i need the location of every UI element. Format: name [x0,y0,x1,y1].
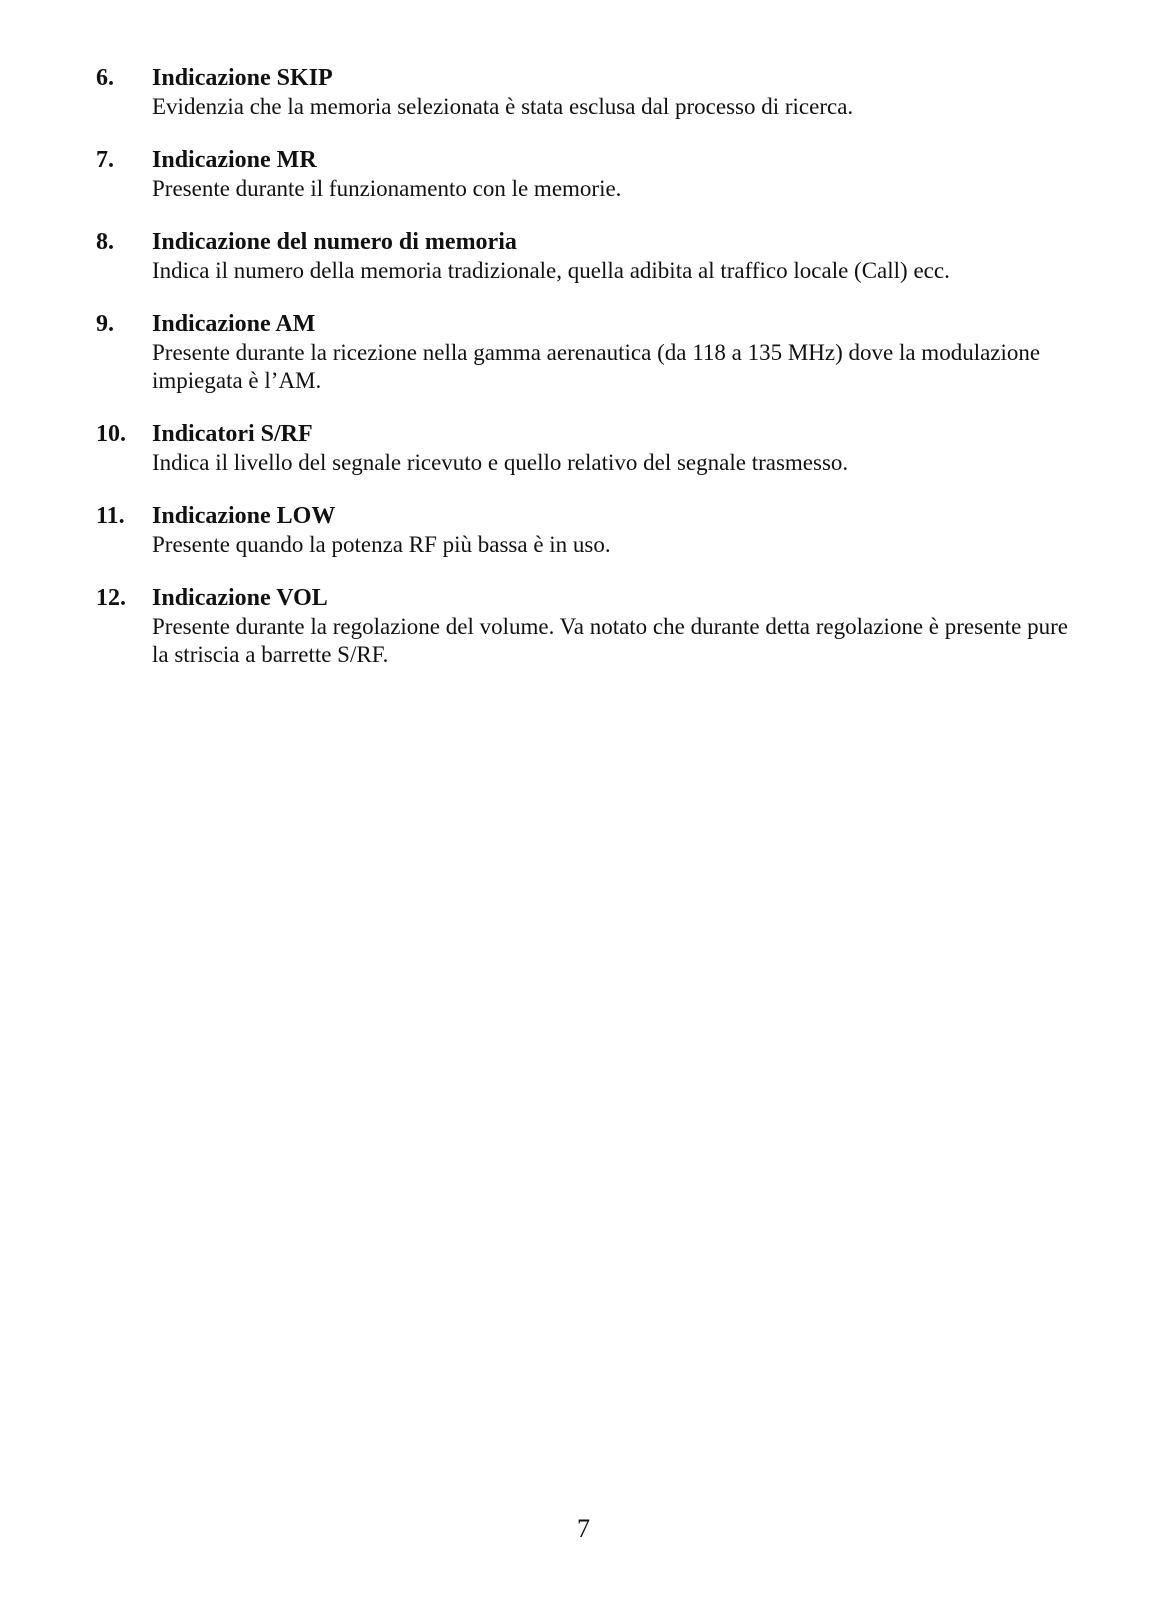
item-number: 7. [96,147,114,173]
item-number: 10. [96,421,126,447]
list-item-7 [96,145,1086,203]
item-title: Indicazione VOL [152,585,328,611]
item-description: Indica il numero della memoria tradizionale, quella adibita al traffico locale (Call) ecc. [152,258,950,283]
item-number: 8. [96,229,114,255]
item-title: Indicazione AM [152,311,316,337]
item-number: 6. [96,65,114,91]
item-number: 9. [96,311,114,337]
item-title: Indicazione LOW [152,503,336,529]
item-description: Presente durante la regolazione del volume. Va notato che durante detta regolazione è presente pure la striscia a barrette S/RF. [152,614,1068,667]
list-item-10 [96,419,1086,477]
item-number: 11. [96,503,125,529]
list-item-6 [96,63,1086,121]
page-number: 7 [577,1514,590,1543]
item-description: Presente quando la potenza RF più bassa è in uso. [152,532,611,557]
indicator-list [96,63,1086,693]
list-item-9 [96,309,1086,395]
list-item-8 [96,227,1086,285]
item-title: Indicazione del numero di memoria [152,229,517,255]
list-item-12 [96,583,1086,669]
item-title: Indicatori S/RF [152,421,313,447]
item-description: Evidenzia che la memoria selezionata è stata esclusa dal processo di ricerca. [152,94,854,119]
item-number: 12. [96,585,126,611]
item-title: Indicazione MR [152,147,317,173]
item-title: Indicazione SKIP [152,65,333,91]
item-description: Presente durante la ricezione nella gamma aerenautica (da 118 a 135 MHz) dove la modulazione impiegata è l’AM. [152,340,1041,393]
list-item-11 [96,501,1086,559]
item-description: Presente durante il funzionamento con le memorie. [152,176,622,201]
item-description: Indica il livello del segnale ricevuto e quello relativo del segnale trasmesso. [152,450,849,475]
